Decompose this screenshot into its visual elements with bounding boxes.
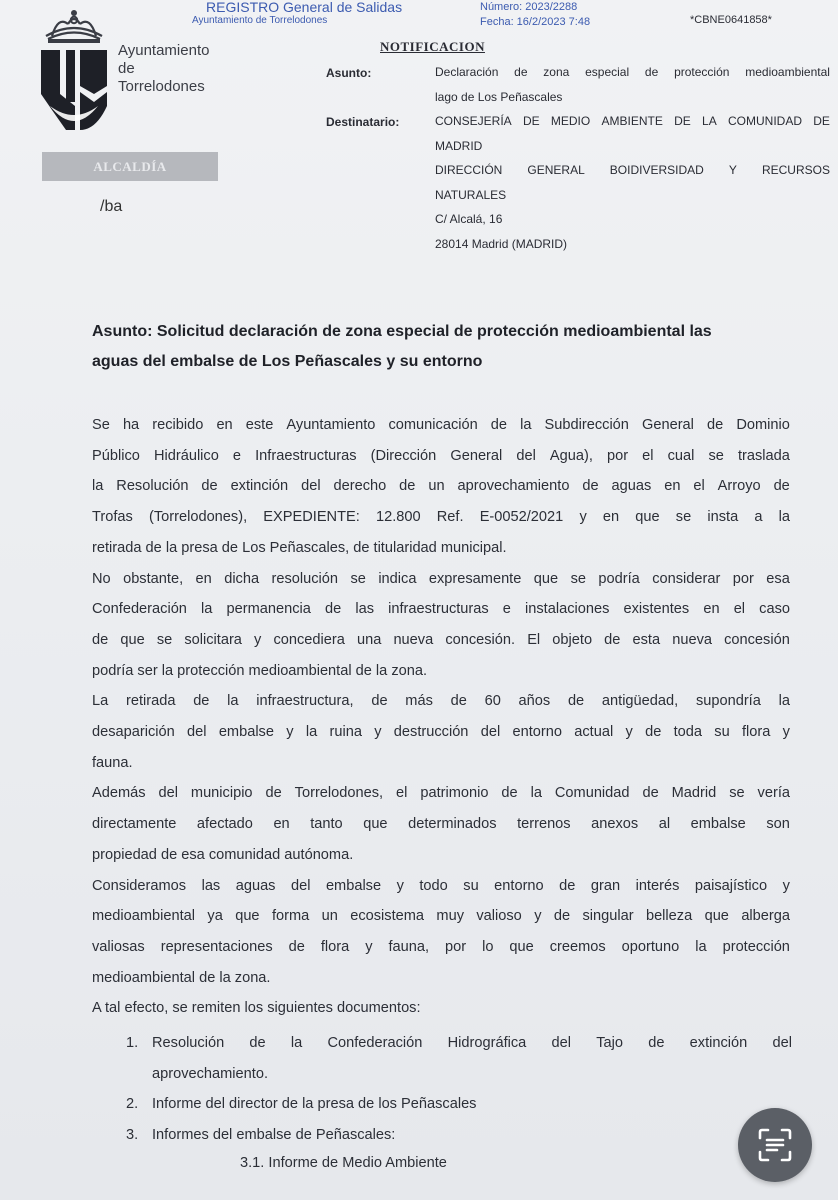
notification-subject-line: lago de Los Peñascales [435, 89, 563, 104]
body-line: Público Hidráulico e Infraestructuras (Dirección General del Agua), por el cual se traslada [92, 447, 790, 464]
register-title: REGISTRO General de Salidas [206, 0, 403, 15]
register-date: Fecha: 16/2/2023 7:48 [480, 16, 591, 28]
body-line: Consideramos las aguas del embalse y todo su entorno de gran interés paisajístico y [92, 877, 790, 894]
notification-recipient-line: MADRID [435, 138, 483, 153]
list-item-line: aprovechamiento. [152, 1065, 269, 1082]
notification-subject-value [435, 60, 830, 109]
list-item-line: Resolución de la Confederación Hidrográfica del Tajo de extinción del [152, 1035, 792, 1051]
body-line: Además del municipio de Torrelodones, el patrimonio de la Comunidad de Madrid se vería [92, 785, 790, 802]
text-scan-icon [756, 1126, 794, 1164]
list-item [126, 1120, 792, 1151]
org-name-line-3: Torrelodones [118, 78, 205, 95]
org-name-line-1: Ayuntamiento [118, 42, 210, 59]
list-item-text [152, 1089, 792, 1120]
register-subtitle: Ayuntamiento de Torrelodones [192, 15, 328, 26]
body-line: medioambiental ya que forma un ecosistema muy valioso y de singular belleza que alberga [92, 908, 790, 925]
notification-recipient-line: 28014 Madrid (MADRID) [435, 236, 568, 251]
list-item-text [152, 1120, 792, 1151]
documents-list [126, 1028, 792, 1151]
list-item-number: 3. [126, 1127, 139, 1144]
list-item-number: 2. [126, 1096, 139, 1113]
register-number: Número: 2023/2288 [480, 1, 578, 13]
notification-heading: NOTIFICACION [380, 39, 485, 54]
body-line: No obstante, en dicha resolución se indica expresamente que se podría considerar por esa [92, 570, 790, 587]
notification-recipient-line: DIRECCIÓN GENERAL BOIDIVERSIDAD Y RECURSOS [435, 163, 830, 177]
notification-subject-label: Asunto: [326, 66, 372, 80]
body-line: podría ser la protección medioambiental de la zona. [92, 662, 428, 679]
org-name-line-2: de [118, 60, 135, 77]
body-line: La retirada de la infraestructura, de más de 60 años de antigüedad, supondría la [92, 693, 790, 710]
body-line: propiedad de esa comunidad autónoma. [92, 846, 354, 863]
body-line: Confederación la permanencia de las infraestructuras e instalaciones existentes en el caso [92, 601, 790, 618]
register-barcode-text: *CBNE0641858* [690, 14, 772, 26]
notification-recipient-value [435, 109, 830, 256]
letter-body [92, 410, 790, 1024]
notification-subject-line: Declaración de zona especial de protección medioambiental [435, 65, 830, 79]
body-line: de que se solicitara y concediera una nueva concesión. El objeto de esta nueva concesión [92, 631, 790, 648]
coat-of-arms-logo-icon [38, 6, 110, 130]
notification-recipient-line: C/ Alcalá, 16 [435, 212, 503, 226]
list-item-text [152, 1028, 792, 1089]
body-line: fauna. [92, 754, 133, 771]
letter-subject [92, 317, 792, 377]
notification-recipient-label: Destinatario: [326, 115, 400, 129]
reference-code: /ba [100, 198, 123, 215]
list-item [126, 1089, 792, 1120]
notification-recipient-line: CONSEJERÍA DE MEDIO AMBIENTE DE LA COMUNIDAD DE [435, 114, 830, 128]
list-item [126, 1028, 792, 1089]
documents-sub-item: 3.1. Informe de Medio Ambiente [240, 1155, 447, 1171]
body-line: Trofas (Torrelodones), EXPEDIENTE: 12.800 Ref. E-0052/2021 y en que se insta a la [92, 509, 790, 526]
body-line: valiosas representaciones de flora y fauna, por lo que creemos oportuno la protección [92, 938, 790, 955]
notification-recipient-line: NATURALES [435, 187, 507, 202]
letter-subject-line: Asunto: Solicitud declaración de zona especial de protección medioambiental las [92, 323, 712, 340]
department-label: ALCALDÍA [42, 152, 218, 181]
body-line: desaparición del embalse y la ruina y destrucción del entorno actual y de toda su flora y [92, 724, 790, 741]
body-line: retirada de la presa de Los Peñascales, de titularidad municipal. [92, 539, 507, 556]
letter-subject-line: aguas del embalse de Los Peñascales y su entorno [92, 353, 483, 370]
body-line: la Resolución de extinción del derecho de un aprovechamiento de aguas en el Arroyo de [92, 478, 790, 495]
body-line: medioambiental de la zona. [92, 969, 271, 986]
body-line: directamente afectado en tanto que determinados terrenos anexos al embalse son [92, 816, 790, 833]
organization-name [118, 42, 209, 96]
body-line: Se ha recibido en este Ayuntamiento comunicación de la Subdirección General de Dominio [92, 417, 790, 433]
text-scan-button[interactable] [738, 1108, 812, 1182]
list-item-line: Informe del director de la presa de los Peñascales [152, 1096, 477, 1113]
list-item-number: 1. [126, 1035, 139, 1051]
body-line: A tal efecto, se remiten los siguientes documentos: [92, 1000, 421, 1017]
list-item-line: Informes del embalse de Peñascales: [152, 1127, 396, 1144]
